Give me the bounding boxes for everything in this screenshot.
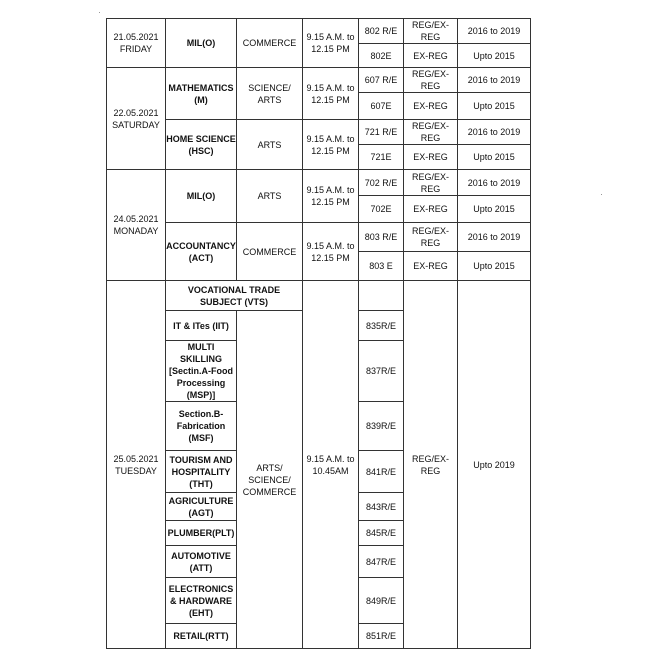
date-cell: 24.05.2021 MONADAY [107,170,166,281]
stream-cell: ARTS [237,170,303,223]
type-cell: EX-REG [404,93,458,120]
subject-cell: MIL(O) [166,170,237,223]
stream-cell: ARTS/ SCIENCE/ COMMERCE [237,311,303,649]
code-cell: 843R/E [359,493,404,521]
type-cell: REG/EX-REG [404,281,458,649]
years-cell: Upto 2015 [458,93,531,120]
code-cell: 849R/E [359,578,404,624]
subject-cell: TOURISM AND HOSPITALITY (THT) [166,451,237,493]
scan-speck: · [98,7,101,17]
years-cell: Upto 2019 [458,281,531,649]
table-row [107,68,531,93]
stream-cell: ARTS [237,120,303,170]
table-row [107,281,531,311]
type-cell: EX-REG [404,196,458,223]
code-cell: 851R/E [359,624,404,649]
code-cell: 847R/E [359,546,404,578]
code-cell [359,281,404,311]
stream-cell: COMMERCE [237,19,303,68]
table-row [107,19,531,44]
code-cell: 702 R/E [359,170,404,196]
code-cell: 721 R/E [359,120,404,145]
type-cell: EX-REG [404,252,458,281]
code-cell: 845R/E [359,521,404,546]
years-cell: Upto 2015 [458,44,531,68]
years-cell: Upto 2015 [458,252,531,281]
code-cell: 802 R/E [359,19,404,44]
subject-cell: Section.B- Fabrication (MSF) [166,402,237,451]
subject-cell: ACCOUNTANCY (ACT) [166,223,237,281]
time-cell: 9.15 A.M. to 12.15 PM [303,68,359,120]
code-cell: 803 R/E [359,223,404,252]
subject-cell: HOME SCIENCE (HSC) [166,120,237,170]
type-cell: EX-REG [404,44,458,68]
type-cell: REG/EX-REG [404,68,458,93]
scan-speck: · [600,189,603,199]
code-cell: 803 E [359,252,404,281]
subject-cell: IT & ITes (IIT) [166,311,237,341]
table-row [107,120,531,145]
time-cell: 9.15 A.M. to 12.15 PM [303,19,359,68]
subject-cell: PLUMBER(PLT) [166,521,237,546]
code-cell: 839R/E [359,402,404,451]
type-cell: EX-REG [404,145,458,170]
years-cell: Upto 2015 [458,196,531,223]
code-cell: 835R/E [359,311,404,341]
time-cell: 9.15 A.M. to 12.15 PM [303,170,359,223]
type-cell: REG/EX-REG [404,120,458,145]
type-cell: REG/EX-REG [404,223,458,252]
exam-schedule-table [106,18,531,649]
subject-cell: MULTI SKILLING [Sectin.A-Food Processing (MSP)] [166,341,237,402]
subject-cell: MATHEMATICS (M) [166,68,237,120]
date-cell: 21.05.2021 FRIDAY [107,19,166,68]
time-cell: 9.15 A.M. to 12.15 PM [303,223,359,281]
subject-cell: AUTOMOTIVE (ATT) [166,546,237,578]
subject-cell: MIL(O) [166,19,237,68]
years-cell: 2016 to 2019 [458,19,531,44]
years-cell: 2016 to 2019 [458,120,531,145]
type-cell: REG/EX-REG [404,19,458,44]
code-cell: 802E [359,44,404,68]
stream-cell: COMMERCE [237,223,303,281]
code-cell: 721E [359,145,404,170]
years-cell: 2016 to 2019 [458,170,531,196]
stream-cell: SCIENCE/ ARTS [237,68,303,120]
vocational-header: VOCATIONAL TRADE SUBJECT (VTS) [166,281,303,311]
subject-cell: ELECTRONICS & HARDWARE (EHT) [166,578,237,624]
years-cell: Upto 2015 [458,145,531,170]
date-cell: 22.05.2021 SATURDAY [107,68,166,170]
time-cell: 9.15 A.M. to 10.45AM [303,281,359,649]
date-cell: 25.05.2021 TUESDAY [107,281,166,649]
years-cell: 2016 to 2019 [458,68,531,93]
time-cell: 9.15 A.M. to 12.15 PM [303,120,359,170]
code-cell: 702E [359,196,404,223]
years-cell: 2016 to 2019 [458,223,531,252]
subject-cell: RETAIL(RTT) [166,624,237,649]
code-cell: 607 R/E [359,68,404,93]
subject-cell: AGRICULTURE (AGT) [166,493,237,521]
code-cell: 837R/E [359,341,404,402]
table-row [107,223,531,252]
table-row [107,170,531,196]
code-cell: 841R/E [359,451,404,493]
code-cell: 607E [359,93,404,120]
type-cell: REG/EX-REG [404,170,458,196]
